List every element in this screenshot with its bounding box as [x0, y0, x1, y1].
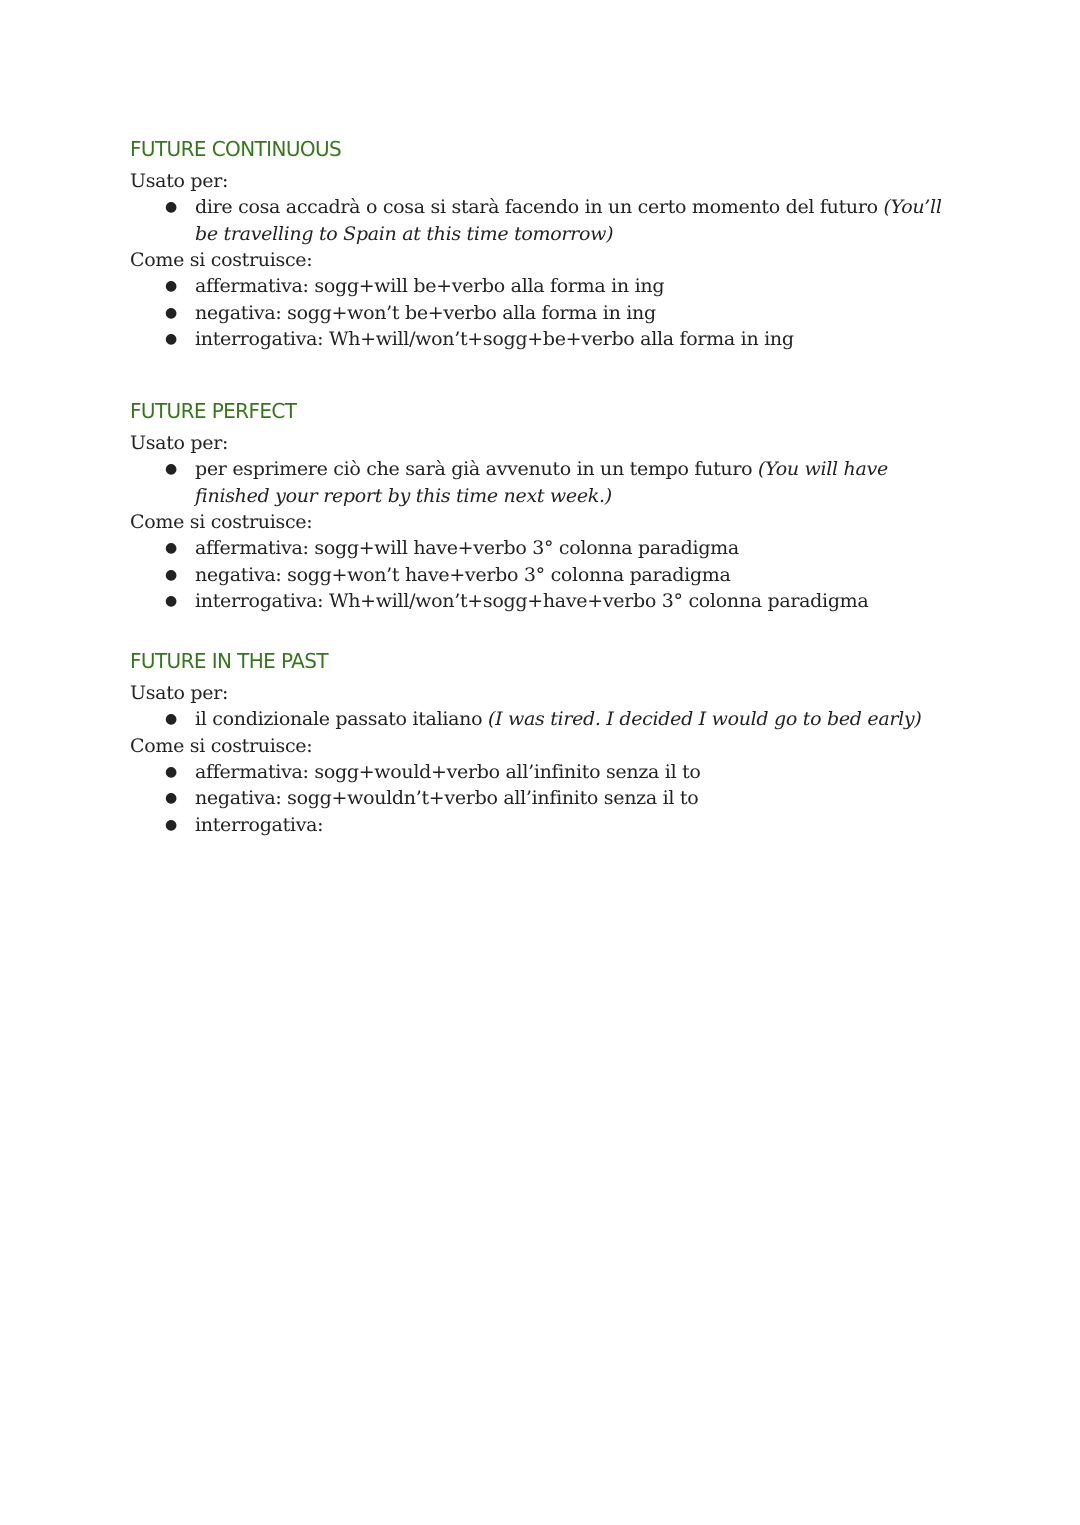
used-for-label: Usato per: — [130, 682, 229, 704]
form-affermativa: affermativa: sogg+will be+verbo alla forma in ing — [195, 275, 665, 297]
use-example: (You will have finished your report by this time next week.) — [195, 458, 888, 507]
built-label: Come si costruisce: — [130, 734, 313, 757]
use-text: dire cosa accadrà o cosa si starà facendo in un certo momento del futuro — [195, 196, 884, 218]
bullet-icon: ● — [165, 566, 177, 583]
section-heading: FUTURE IN THE PAST — [130, 649, 328, 673]
forms-list — [130, 273, 950, 353]
list-item — [165, 588, 950, 615]
uses-list — [130, 194, 950, 247]
bullet-icon: ● — [165, 593, 177, 609]
list-item — [165, 535, 950, 562]
list-item — [165, 812, 950, 839]
bullet-icon: ● — [165, 790, 177, 806]
form-interrogativa: interrogativa: — [195, 813, 324, 836]
bullet-icon: ● — [165, 816, 177, 833]
section-future-perfect — [130, 398, 950, 615]
bullet-icon: ● — [165, 540, 177, 556]
use-text: per esprimere ciò che sarà già avvenuto in un tempo futuro — [195, 458, 758, 480]
uses-list — [130, 456, 950, 509]
form-interrogativa: interrogativa: Wh+will/won’t+sogg+be+verbo alla forma in ing — [195, 328, 794, 350]
used-for-label: Usato per: — [130, 170, 229, 192]
bullet-icon: ● — [165, 199, 177, 215]
bullet-icon: ● — [165, 711, 177, 727]
form-affermativa: affermativa: sogg+will have+verbo 3° colonna paradigma — [195, 537, 739, 559]
forms-list — [130, 759, 950, 839]
bullet-icon: ● — [165, 331, 177, 347]
bullet-icon: ● — [165, 304, 177, 321]
uses-list — [130, 706, 950, 733]
list-item — [165, 562, 950, 589]
forms-list — [130, 535, 950, 615]
list-item — [165, 194, 950, 247]
form-affermativa: affermativa: sogg+would+verbo all’infinito senza il to — [195, 760, 701, 783]
bullet-icon: ● — [165, 763, 177, 780]
section-heading: FUTURE PERFECT — [130, 399, 297, 423]
bullet-icon: ● — [165, 278, 177, 294]
use-example: (I was tired. I decided I would go to bed early) — [487, 708, 922, 730]
section-future-continuous — [130, 136, 950, 353]
form-negativa: negativa: sogg+won’t have+verbo 3° colonna paradigma — [195, 563, 731, 586]
used-for-label: Usato per: — [130, 432, 229, 454]
list-item — [165, 326, 950, 353]
built-label: Come si costruisce: — [130, 249, 313, 271]
list-item — [165, 300, 950, 327]
section-future-in-the-past — [130, 648, 950, 838]
list-item — [165, 456, 950, 509]
section-heading: FUTURE CONTINUOUS — [130, 137, 342, 161]
form-interrogativa: interrogativa: Wh+will/won’t+sogg+have+verbo 3° colonna paradigma — [195, 590, 869, 612]
list-item — [165, 706, 950, 733]
list-item — [165, 273, 950, 300]
built-label: Come si costruisce: — [130, 511, 313, 533]
bullet-icon: ● — [165, 461, 177, 477]
list-item — [165, 785, 950, 812]
use-example: (You’ll be travelling to Spain at this time tomorrow) — [195, 196, 942, 245]
form-negativa: negativa: sogg+wouldn’t+verbo all’infinito senza il to — [195, 787, 699, 809]
use-text: il condizionale passato italiano — [195, 708, 488, 730]
list-item — [165, 759, 950, 786]
form-negativa: negativa: sogg+won’t be+verbo alla forma in ing — [195, 301, 656, 324]
